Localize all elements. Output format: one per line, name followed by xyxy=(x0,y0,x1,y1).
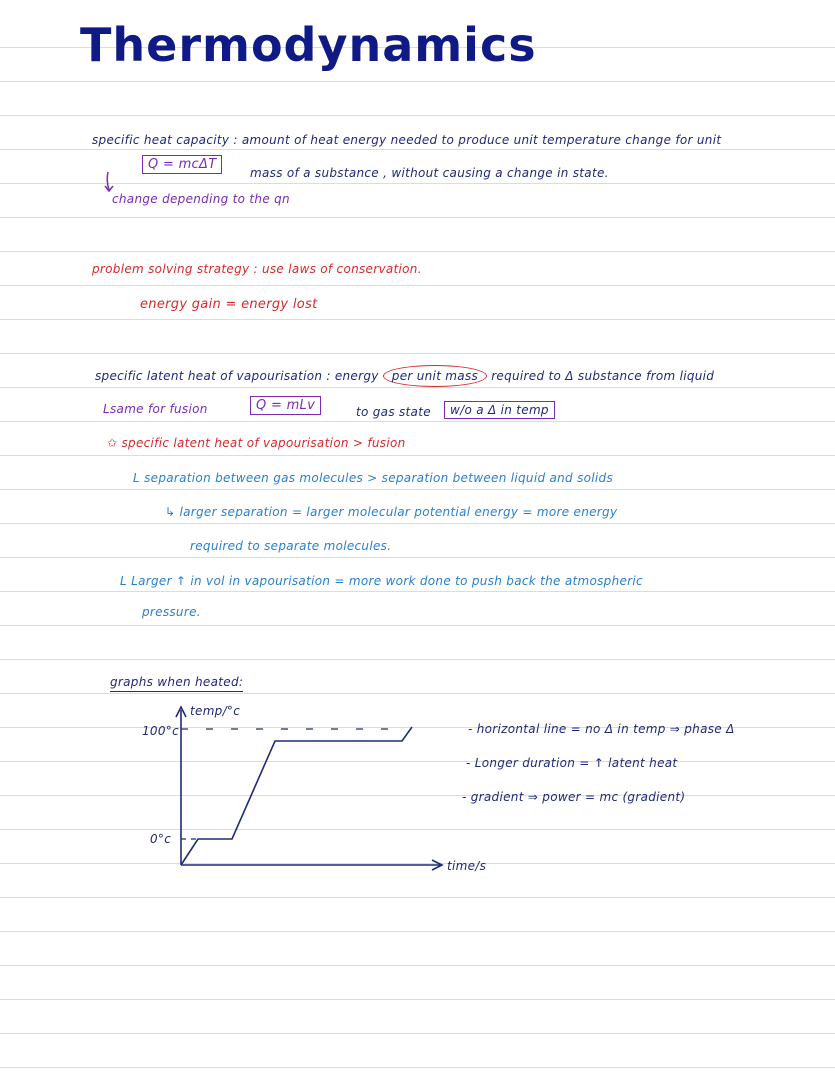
bullet-separation: L separation between gas molecules > separation between liquid and solids xyxy=(133,471,614,485)
bullet-pressure: pressure. xyxy=(142,605,201,619)
star-icon: ✩ xyxy=(107,436,118,450)
energy-conservation-line: energy gain = energy lost xyxy=(140,297,318,312)
bullet-volume-increase: L Larger ↑ in vol in vapourisation = more work done to push back the atmospheric xyxy=(120,574,643,588)
page-title: Thermodynamics xyxy=(80,18,537,72)
arrow-return-icon: ↳ xyxy=(165,505,176,519)
y-tick-0: 0°c xyxy=(150,832,172,846)
bullet-required-energy: required to separate molecules. xyxy=(190,539,392,553)
graph-note-horizontal: - horizontal line = no Δ in temp ⇒ phase Δ xyxy=(468,722,735,736)
x-axis-label: time/s xyxy=(447,859,487,873)
latent-comparison: ✩ specific latent heat of vapourisation > fusion xyxy=(107,436,406,450)
y-axis-label: temp/°c xyxy=(190,704,241,718)
gas-state-text: to gas state xyxy=(356,405,431,419)
latent-formula-box: Q = mLv xyxy=(250,396,321,415)
no-temp-change-box: w/o a Δ in temp xyxy=(444,401,555,419)
same-for-fusion-note: Lsame for fusion xyxy=(103,402,208,416)
circled-per-unit-mass: per unit mass xyxy=(383,365,487,387)
shc-note: change depending to the qn xyxy=(112,192,290,206)
strategy-line: problem solving strategy : use laws of conservation. xyxy=(92,262,422,276)
y-tick-100: 100°c xyxy=(142,724,180,738)
graph-note-gradient: - gradient ⇒ power = mc (gradient) xyxy=(462,790,686,804)
shc-definition-line2: mass of a substance , without causing a change in state. xyxy=(250,166,609,180)
graphs-heading: graphs when heated: xyxy=(110,675,243,692)
latent-definition-line1: specific latent heat of vapourisation : energy per unit mass required to Δ substance from liquid xyxy=(95,369,714,383)
shc-formula-box: Q = mcΔT xyxy=(142,155,222,174)
shc-definition-line1: specific heat capacity : amount of heat energy needed to produce unit temperature change for unit xyxy=(92,133,722,147)
bullet-larger-separation: ↳ larger separation = larger molecular potential energy = more energy xyxy=(165,505,618,519)
graph-note-duration: - Longer duration = ↑ latent heat xyxy=(466,756,678,770)
